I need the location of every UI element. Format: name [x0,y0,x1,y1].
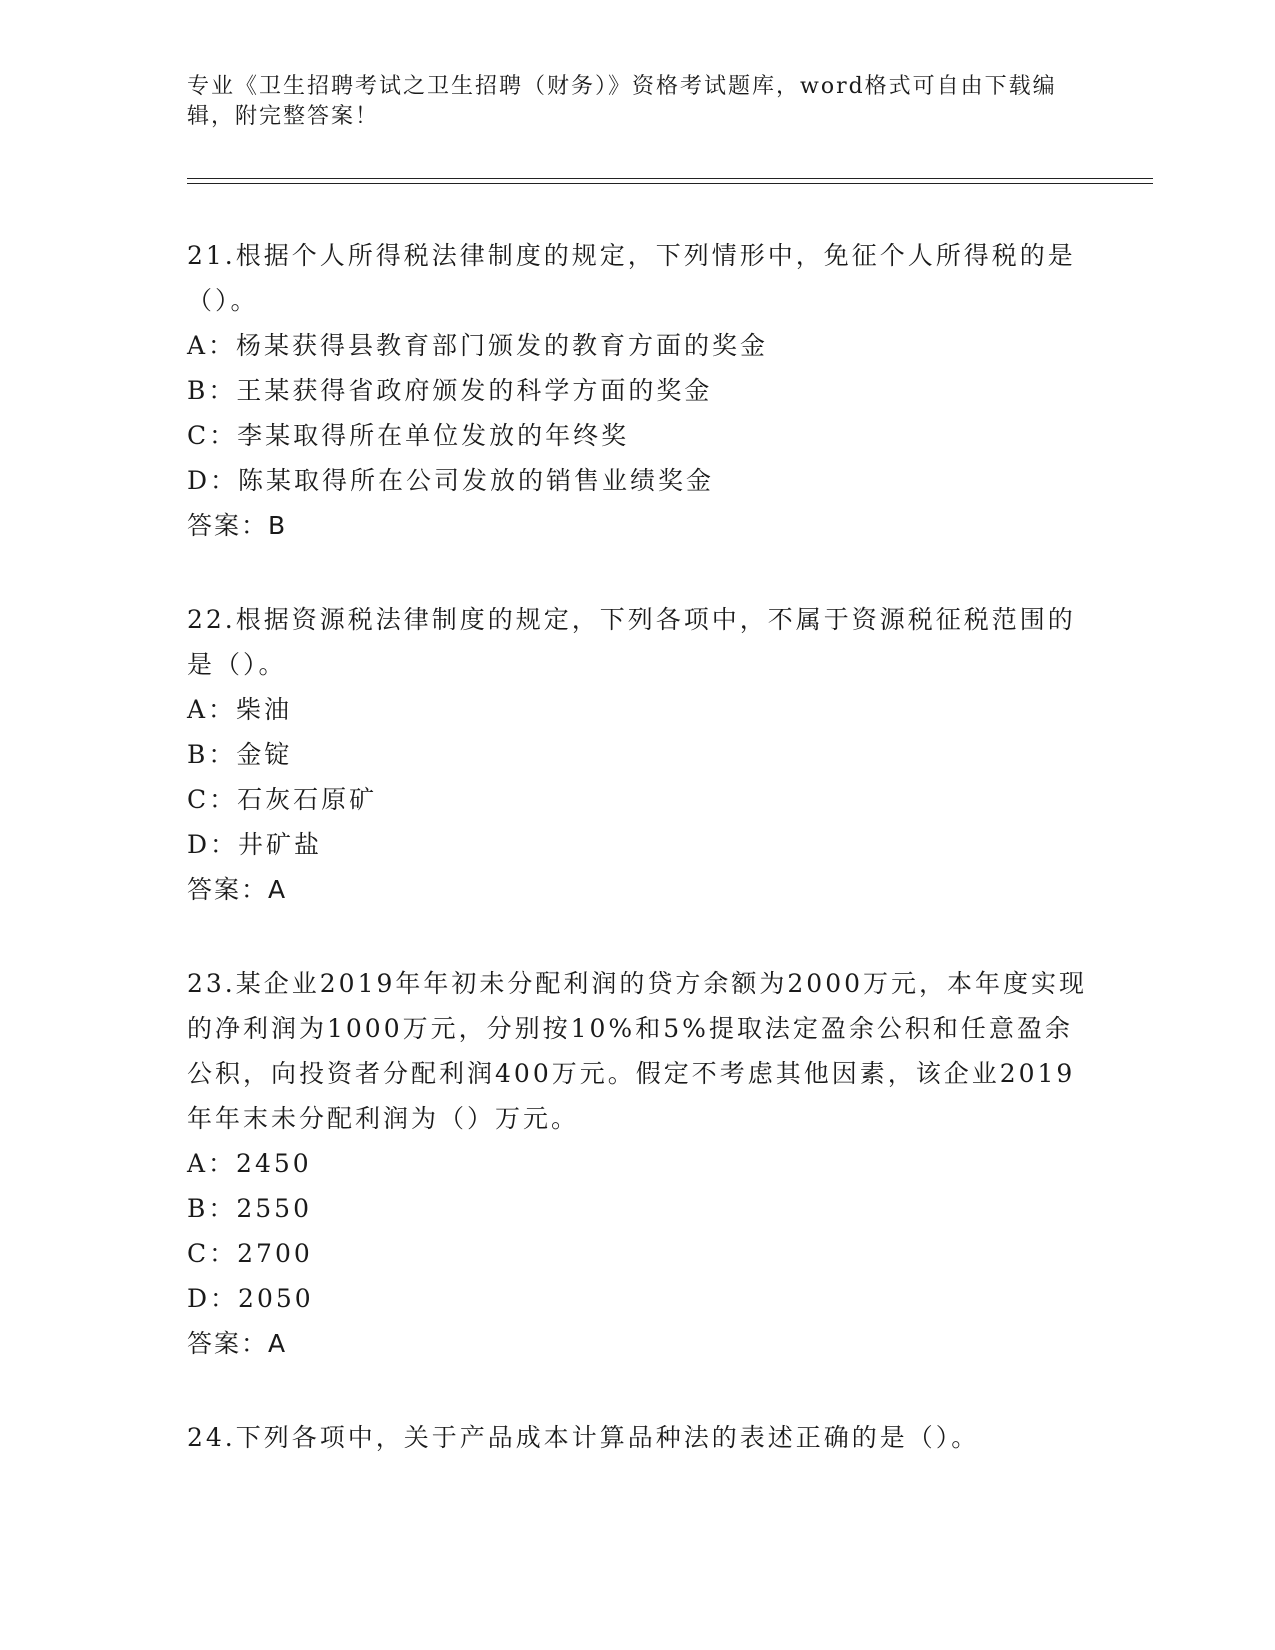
option-a: A：杨某获得县教育部门颁发的教育方面的奖金 [187,331,769,360]
option-c: C：石灰石原矿 [187,785,378,814]
option-b: B：金锭 [187,740,293,769]
option-a: A：2450 [187,1149,312,1178]
question-22 [187,597,1087,912]
question-stem: 24.下列各项中，关于产品成本计算品种法的表述正确的是（）。 [187,1423,980,1452]
header-divider-top [187,178,1153,179]
answer: 答案：B [187,511,288,540]
option-a: A：柴油 [187,695,293,724]
option-c: C：李某取得所在单位发放的年终奖 [187,421,630,450]
question-21 [187,233,1087,548]
question-stem: 21.根据个人所得税法律制度的规定，下列情形中，免征个人所得税的是（）。 [187,241,1076,315]
question-stem: 23.某企业2019年年初未分配利润的贷方余额为2000万元，本年度实现的净利润为1000万元，分别按10%和5%提取法定盈余公积和任意盈余公积，向投资者分配利润400万元。假定不考虑其他因素，该企业2019年年末未分配利润为（）万元。 [187,969,1088,1133]
option-d: D：2050 [187,1284,314,1313]
option-b: B：2550 [187,1194,312,1223]
option-b: B：王某获得省政府颁发的科学方面的奖金 [187,376,713,405]
answer: 答案：A [187,1329,288,1358]
answer: 答案：A [187,875,288,904]
question-stem: 22.根据资源税法律制度的规定，下列各项中，不属于资源税征税范围的是（）。 [187,605,1076,679]
header-divider-bottom [187,183,1153,184]
option-d: D：陈某取得所在公司发放的销售业绩奖金 [187,466,715,495]
option-d: D：井矿盐 [187,830,323,859]
question-24 [187,1415,1087,1460]
option-c: C：2700 [187,1239,313,1268]
document-header: 专业《卫生招聘考试之卫生招聘（财务）》资格考试题库，word格式可自由下载编辑，附完整答案！ [187,74,1057,129]
question-23 [187,961,1087,1366]
